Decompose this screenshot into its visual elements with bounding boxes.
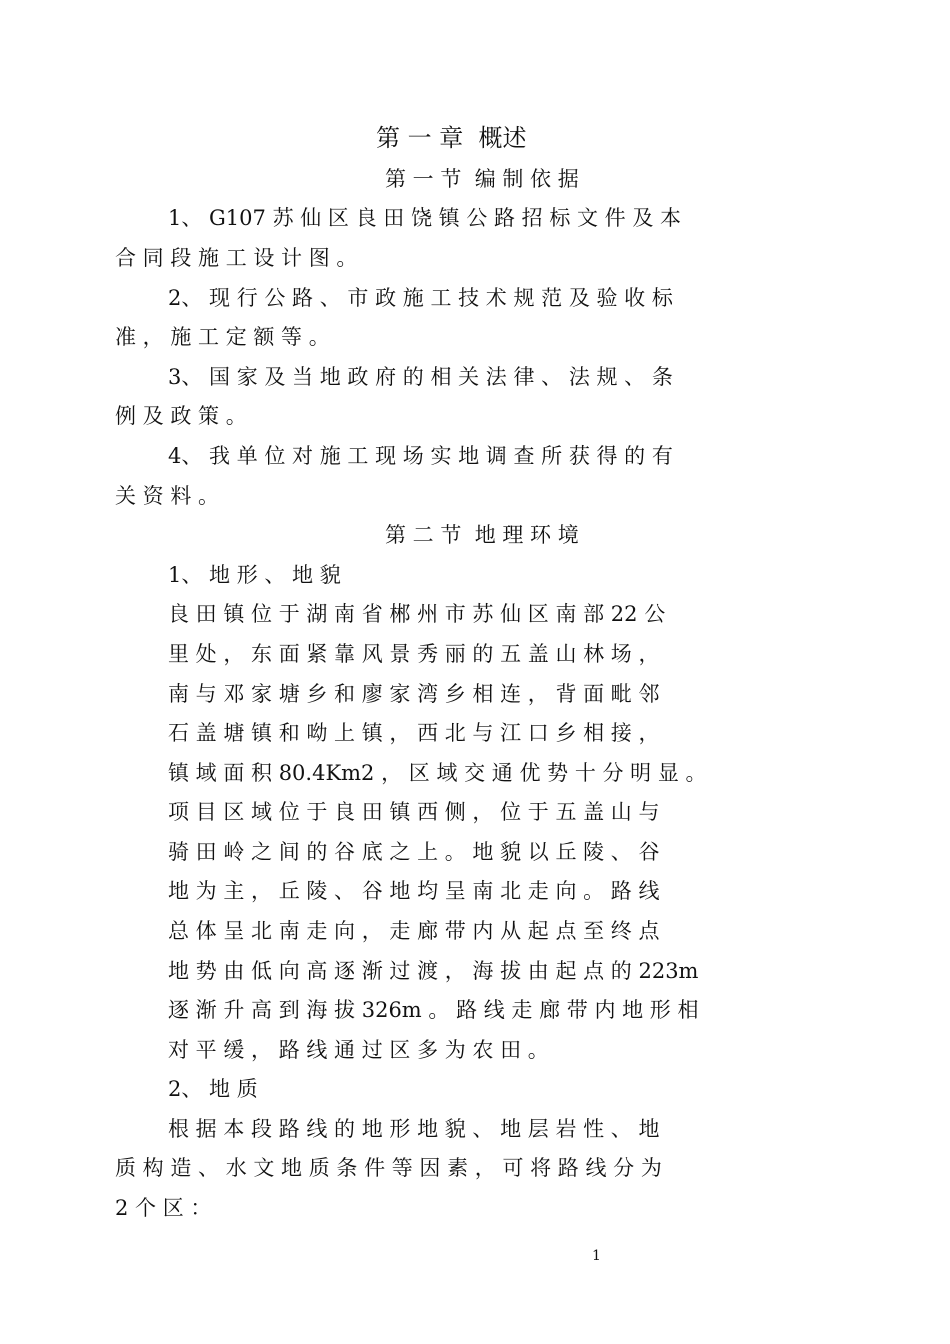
- geology-text-line: 根 据 本 段 路 线 的 地 形 地 貌 、 地 层 岩 性 、 地: [168, 1117, 660, 1141]
- terrain-text-line: 石 盖 塘 镇 和 呦 上 镇 ， 西 北 与 江 口 乡 相 接 ，: [168, 721, 660, 745]
- terrain-text-line: 镇 域 面 积 80.4Km2 ， 区 域 交 通 优 势 十 分 明 显 。: [168, 761, 707, 785]
- subsection-heading: 2、 地 质: [168, 1077, 258, 1101]
- basis-item-2-line-1: 2、 现 行 公 路 、 市 政 施 工 技 术 规 范 及 验 收 标: [168, 286, 673, 310]
- basis-item-1-line-1: 1、 G107 苏 仙 区 良 田 饶 镇 公 路 招 标 文 件 及 本: [168, 206, 682, 230]
- page-number: 1: [592, 1248, 601, 1264]
- terrain-text-line: 总 体 呈 北 南 走 向 ， 走 廊 带 内 从 起 点 至 终 点: [168, 919, 660, 943]
- section-heading: 第 一 节 编 制 依 据: [385, 167, 579, 191]
- subsection-heading: 1、 地 形 、 地 貌: [168, 563, 341, 587]
- basis-item-2-line-2: 准 ， 施 工 定 额 等 。: [115, 325, 330, 349]
- terrain-text-line: 里 处 ， 东 面 紧 靠 风 景 秀 丽 的 五 盖 山 林 场 ，: [168, 642, 660, 666]
- terrain-text-line: 南 与 邓 家 塘 乡 和 廖 家 湾 乡 相 连 ， 背 面 毗 邻: [168, 682, 660, 706]
- basis-item-1-line-2: 合 同 段 施 工 设 计 图 。: [115, 246, 358, 270]
- terrain-text-line: 地 势 由 低 向 高 逐 渐 过 渡 ， 海 拔 由 起 点 的 223m: [168, 959, 699, 983]
- terrain-text-line: 良 田 镇 位 于 湖 南 省 郴 州 市 苏 仙 区 南 部 22 公: [168, 602, 666, 626]
- terrain-text-line: 骑 田 岭 之 间 的 谷 底 之 上 。 地 貌 以 丘 陵 、 谷: [168, 840, 660, 864]
- chapter-title: 第 一 章 概述: [376, 124, 527, 152]
- basis-item-4-line-2: 关 资 料 。: [115, 484, 220, 508]
- basis-item-3-line-1: 3、 国 家 及 当 地 政 府 的 相 关 法 律 、 法 规 、 条: [168, 365, 673, 389]
- basis-item-3-line-2: 例 及 政 策 。: [115, 404, 247, 428]
- terrain-text-line: 项 目 区 域 位 于 良 田 镇 西 侧 ， 位 于 五 盖 山 与: [168, 800, 660, 824]
- terrain-text-line: 对 平 缓 ， 路 线 通 过 区 多 为 农 田 。: [168, 1038, 549, 1062]
- section-heading: 第 二 节 地 理 环 境: [385, 523, 579, 547]
- geology-text-line: 2 个 区 ：: [115, 1196, 212, 1220]
- terrain-text-line: 逐 渐 升 高 到 海 拔 326m 。 路 线 走 廊 带 内 地 形 相: [168, 998, 699, 1022]
- geology-text-line: 质 构 造 、 水 文 地 质 条 件 等 因 素 ， 可 将 路 线 分 为: [115, 1156, 662, 1180]
- basis-item-4-line-1: 4、 我 单 位 对 施 工 现 场 实 地 调 查 所 获 得 的 有: [168, 444, 673, 468]
- terrain-text-line: 地 为 主 ， 丘 陵 、 谷 地 均 呈 南 北 走 向 。 路 线: [168, 879, 660, 903]
